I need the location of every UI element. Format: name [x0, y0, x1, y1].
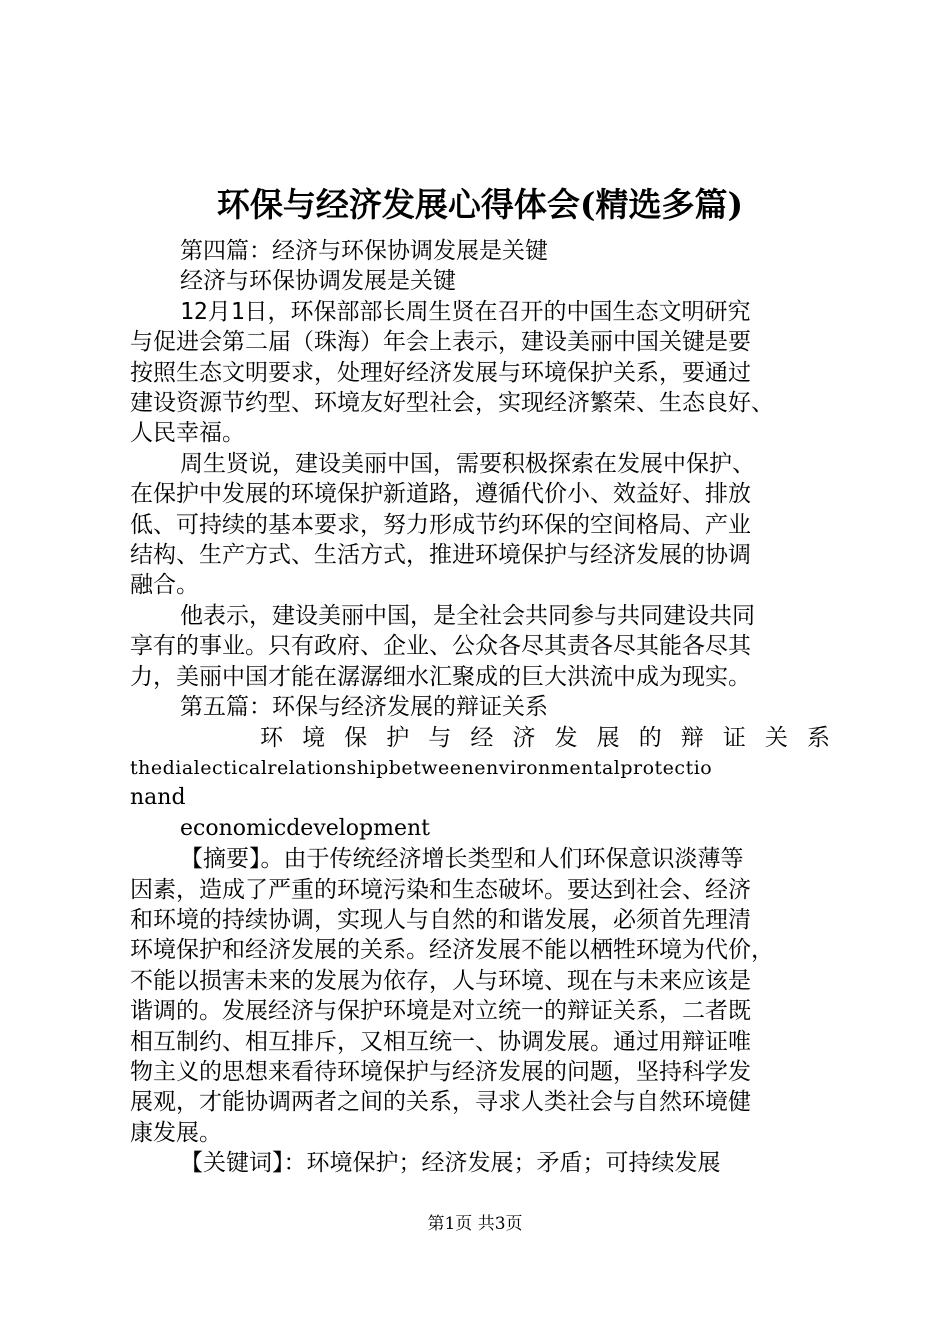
abstract-line: 展观，才能协调两者之间的关系，寻求人类社会与自然环境健	[130, 1089, 751, 1116]
section-heading: 第四篇：经济与环保协调发展是关键	[180, 238, 548, 264]
abstract-line: 和环境的持续协调，实现人与自然的和谐发展，必须首先理清	[130, 906, 751, 933]
abstract-line: 环境保护和经济发展的关系。经济发展不能以栖牲环境为代价，	[130, 937, 774, 964]
paragraph-line: 与促进会第二届（珠海）年会上表示，建设美丽中国关键是要	[130, 329, 751, 356]
paragraph-line: 他表示，建设美丽中国，是全社会共同参与共同建设共同	[180, 602, 755, 629]
page-footer: 第1页 共3页	[427, 1214, 523, 1234]
abstract-line: 因素，造成了严重的环境污染和生态破坏。要达到社会、经济	[130, 876, 751, 903]
section-heading: 第五篇：环保与经济发展的辩证关系	[180, 694, 548, 721]
document-body	[130, 236, 830, 1179]
english-title-line: economicdevelopment	[180, 815, 431, 841]
article-title: 经济与环保协调发展是关键	[180, 268, 456, 295]
paragraph-line: 建设资源节约型、环境友好型社会，实现经济繁荣、生态良好、	[130, 390, 774, 417]
paragraph-line: 力，美丽中国才能在潺潺细水汇聚成的巨大洪流中成为现实。	[130, 663, 751, 690]
paragraph-line: 按照生态文明要求，处理好经济发展与环境保护关系，要通过	[130, 359, 751, 386]
paragraph-line: 人民幸福。	[130, 420, 245, 447]
abstract-line: 【摘要】。由于传统经济增长类型和人们环保意识淡薄等	[180, 846, 744, 873]
english-title-line: nand	[130, 785, 186, 811]
paragraph-line: 享有的事业。只有政府、企业、公众各尽其责各尽其能各尽其	[130, 633, 751, 660]
abstract-line: 物主义的思想来看待环境保护与经济发展的问题，坚持科学发	[130, 1058, 751, 1085]
paragraph-line: 12月1日，环保部部长周生贤在召开的中国生态文明研究	[180, 298, 751, 325]
abstract-line: 谐调的。发展经济与保护环境是对立统一的辩证关系，二者既	[130, 998, 751, 1025]
paragraph-line: 结构、生产方式、生活方式，推进环境保护与经济发展的协调	[130, 542, 751, 569]
keywords-line: 【关键词】：环境保护；经济发展；矛盾；可持续发展	[180, 1150, 721, 1177]
english-title-line: thedialecticalrelationshipbetweenenvironmentalprotectio	[130, 756, 713, 779]
paragraph-line: 融合。	[130, 572, 199, 599]
abstract-line: 康发展。	[130, 1119, 222, 1146]
paragraph-line: 在保护中发展的环境保护新道路，遵循代价小、效益好、排放	[130, 481, 751, 508]
paragraph-line: 低、可持续的基本要求，努力形成节约环保的空间格局、产业	[130, 511, 751, 538]
paragraph-line: 周生贤说，建设美丽中国，需要积极探索在发展中保护、	[180, 450, 755, 477]
abstract-line: 相互制约、相互排斥，又相互统一、协调发展。通过用辩证唯	[130, 1028, 751, 1055]
abstract-line: 不能以损害未来的发展为依存，人与环境、现在与未来应该是	[130, 967, 751, 994]
article-title: 环境保护与经济发展的辩证关系	[260, 724, 830, 751]
document-title: 环保与经济发展心得体会(精选多篇)	[216, 185, 744, 224]
